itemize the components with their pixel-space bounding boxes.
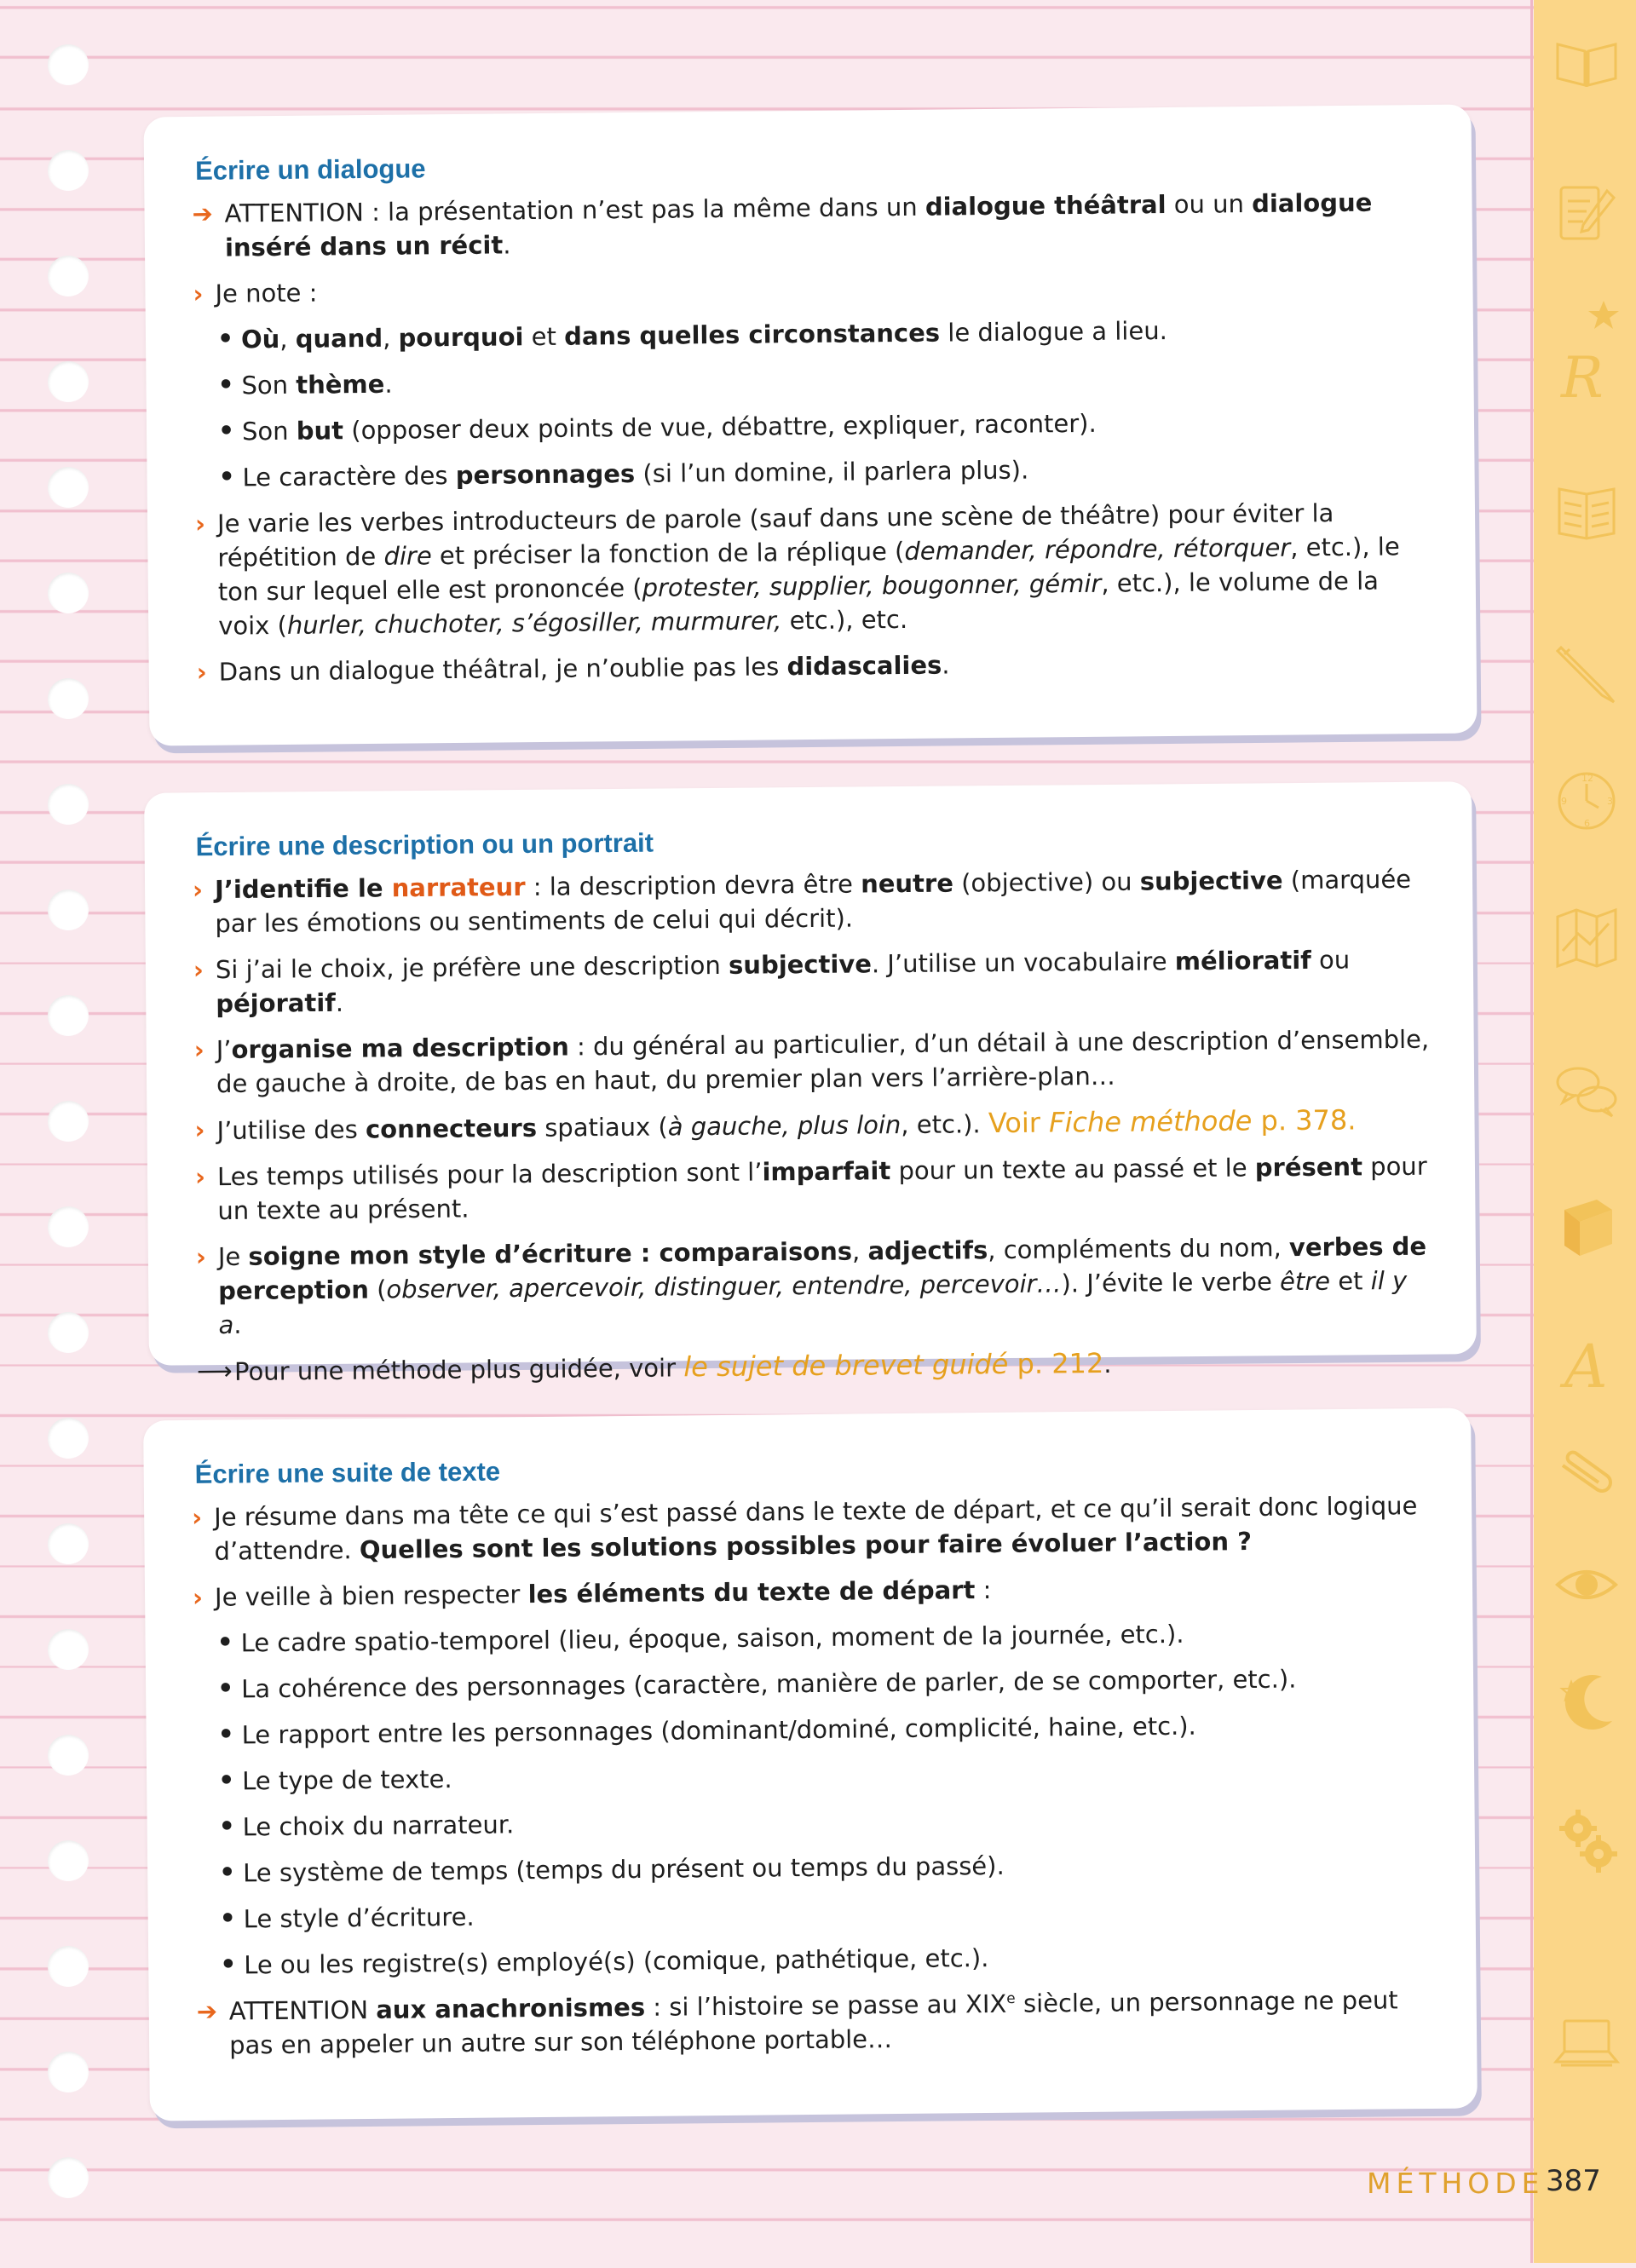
side-band <box>1534 0 1636 2263</box>
binder-hole <box>48 889 89 930</box>
list-item: › Si j’ai le choix, je préfère une description subjective. J’utilise un vocabulaire mélioratif ou péjoratif. <box>193 945 1351 1019</box>
chevron-right-icon: › <box>192 1582 204 1612</box>
chevron-right-icon: › <box>194 1162 206 1192</box>
section-label: MÉTHODE <box>1367 2167 1545 2200</box>
open-notebook-icon <box>1552 477 1621 545</box>
bullet-icon: • <box>219 1857 236 1888</box>
binder-hole <box>48 1312 89 1353</box>
long-arrow-right-icon: ⟶ <box>196 1356 233 1386</box>
bullet-item: • Le type de texte. <box>218 1753 1432 1799</box>
binder-hole <box>48 1735 89 1776</box>
bullet-item: • La cohérence des personnages (caractère, manière de parler, de se comporter, etc.). <box>217 1661 1431 1707</box>
bullet-item: • Le rapport entre les personnages (dominant/dominé, complicité, haine, etc.). <box>217 1707 1431 1753</box>
gears-icon <box>1552 1806 1621 1874</box>
bullet-item: • Son but (opposer deux points de vue, débattre, expliquer, raconter). <box>218 403 1432 449</box>
bullet-item: • Le style d’écriture. <box>220 1891 1433 1937</box>
svg-text:12: 12 <box>1581 773 1593 784</box>
chevron-right-icon: › <box>192 1502 203 1532</box>
binder-hole <box>48 1946 89 1987</box>
guided-note: ⟶ Pour une méthode plus guidée, voir le sujet de brevet guidé p. 212. <box>197 1344 1434 1390</box>
margin-line <box>1530 0 1533 2263</box>
section-title: Écrire une description ou un portrait <box>195 827 654 862</box>
binder-hole <box>48 256 89 296</box>
notepad-pencil-icon <box>1552 179 1621 247</box>
bullet-icon: • <box>218 1811 236 1842</box>
binder-hole <box>48 2157 89 2198</box>
bullet-item: • Le ou les registre(s) employé(s) (comique, pathétique, etc.). <box>220 1937 1433 1983</box>
binder-hole <box>48 784 89 825</box>
open-book-icon <box>1552 26 1621 94</box>
attention-item: ➔ ATTENTION : la présentation n’est pas la même dans un dialogue théâtral ou un dialogue inséré dans un récit. <box>192 187 1373 262</box>
chevron-right-icon: › <box>192 875 204 905</box>
binder-hole <box>48 678 89 719</box>
bullet-icon: • <box>217 1765 235 1796</box>
list-item: › Dans un dialogue théâtral, je n’oublie pas les didascalies. <box>197 643 1434 689</box>
binder-hole <box>48 2052 89 2092</box>
binder-hole <box>48 1206 89 1247</box>
list-item: › Les temps utilisés pour la description sont l’imparfait pour un texte au passé et le présent pour un texte au présent. <box>194 1151 1427 1226</box>
binder-hole <box>48 1101 89 1142</box>
list-item: › Je note : <box>193 265 1430 311</box>
list-item: › Je varie les verbes introducteurs de parole (sauf dans une scène de théâtre) pour éviter la répétition de dire et préciser la fonction de la réplique (demander, répondre, rétorquer, etc.), le ton sur lequel elle est prononcée (protester, supplier, bougonner, gémir, etc.), le volume de la voix (hurler, chuchoter, s’égosiller, murmurer, etc.), etc. <box>194 498 1400 641</box>
list-item: › Je résume dans ma tête ce qui s’est passé dans le texte de départ, et ce qu’il serait donc logique d’attendre. Quelles sont les solutions possibles pour faire évoluer l’action ? <box>192 1491 1418 1566</box>
chevron-right-icon: › <box>194 1115 205 1145</box>
binder-hole <box>48 573 89 613</box>
svg-text:3: 3 <box>1607 796 1613 807</box>
chevron-right-icon: › <box>196 657 207 687</box>
moon-star-icon <box>1552 1670 1621 1738</box>
bullet-icon: • <box>216 324 234 354</box>
chevron-right-icon: › <box>193 955 204 985</box>
binder-hole <box>48 150 89 191</box>
binder-hole <box>48 1418 89 1459</box>
bullet-item: • Le caractère des personnages (si l’un domine, il parlera plus). <box>218 449 1432 495</box>
speech-bubbles-icon <box>1552 1056 1621 1125</box>
list-item: › J’identifie le narrateur : la description devra être neutre (objective) ou subjective (marquée par les émotions ou sentiments de celui qui décrit). <box>192 864 1412 939</box>
svg-text:A: A <box>1564 1332 1608 1397</box>
clock-icon <box>1552 767 1621 835</box>
bullet-icon: • <box>217 416 235 446</box>
chevron-right-icon: › <box>194 509 206 538</box>
arrow-right-icon: ➔ <box>192 199 214 228</box>
section-title: Écrire une suite de texte <box>194 1456 501 1489</box>
bullet-icon: • <box>219 1903 237 1934</box>
svg-text:6: 6 <box>1584 818 1590 829</box>
binder-hole <box>48 44 89 85</box>
list-item: › Je veille à bien respecter les éléments du texte de départ : <box>193 1569 1430 1615</box>
map-icon <box>1552 903 1621 971</box>
binder-hole <box>48 361 89 402</box>
bullet-icon: • <box>217 370 234 400</box>
letter-a-icon <box>1552 1329 1621 1397</box>
binder-hole <box>48 1523 89 1564</box>
pen-icon <box>1552 639 1621 707</box>
binder-hole <box>48 467 89 508</box>
page-number: 387 <box>1546 2164 1601 2198</box>
bullet-icon: • <box>216 1627 233 1658</box>
star-icon <box>1587 298 1621 332</box>
chevron-right-icon: › <box>195 1242 206 1272</box>
bullet-icon: • <box>216 1673 234 1704</box>
binder-hole <box>48 1840 89 1881</box>
attention-item: ➔ ATTENTION aux anachronismes : si l’histoire se passe au XIXe siècle, un personnage ne peut pas en appeler un autre sur son téléphone portable… <box>196 1985 1398 2060</box>
bullet-item: • Son thème. <box>217 357 1431 403</box>
letter-r-icon <box>1552 341 1621 409</box>
bullet-item: • Où, quand, pourquoi et dans quelles circonstances le dialogue a lieu. <box>217 311 1431 357</box>
bullet-icon: • <box>218 462 235 492</box>
svg-text:9: 9 <box>1561 796 1567 807</box>
list-item: › J’organise ma description : du général au particulier, d’un détail à une description d’ensemble, de gauche à droite, de bas en haut, du premier plan vers l’arrière-plan… <box>193 1024 1430 1099</box>
list-item: › J’utilise des connecteurs spatiaux (à gauche, plus loin, etc.). Voir Fiche méthode p. 378. <box>194 1102 1432 1148</box>
bullet-item: • Le système de temps (temps du présent ou temps du passé). <box>219 1845 1432 1891</box>
description-card <box>144 781 1477 1386</box>
bullet-icon: • <box>217 1719 234 1750</box>
binder-hole <box>48 1629 89 1670</box>
paperclip-icon <box>1552 1440 1621 1508</box>
closed-book-icon <box>1552 1193 1621 1261</box>
brevet-guide-link[interactable]: le sujet de brevet guidé p. 212 <box>683 1347 1104 1384</box>
eye-icon <box>1552 1551 1621 1619</box>
bullet-item: • Le choix du narrateur. <box>218 1799 1432 1845</box>
laptop-icon <box>1552 2011 1621 2079</box>
bullet-item: • Le cadre spatio-temporel (lieu, époque, saison, moment de la journée, etc.). <box>216 1615 1430 1661</box>
method-sheet-link[interactable]: Voir Fiche méthode p. 378. <box>988 1103 1357 1140</box>
list-item: › Je soigne mon style d’écriture : comparaisons, adjectifs, compléments du nom, verbes de perception (observer, apercevoir, distinguer, entendre, percevoir…). J’évite le verbe être et il y a. <box>195 1231 1427 1340</box>
chevron-right-icon: › <box>193 1035 204 1065</box>
binder-holes <box>48 44 90 2268</box>
suite-texte-card <box>143 1408 1478 2121</box>
dialogue-card <box>143 105 1477 746</box>
chevron-right-icon: › <box>193 279 204 308</box>
section-title: Écrire un dialogue <box>194 153 426 186</box>
binder-hole <box>48 995 89 1036</box>
bullet-icon: • <box>220 1949 237 1980</box>
arrow-right-icon: ➔ <box>196 1996 218 2026</box>
svg-text:R: R <box>1561 345 1604 409</box>
